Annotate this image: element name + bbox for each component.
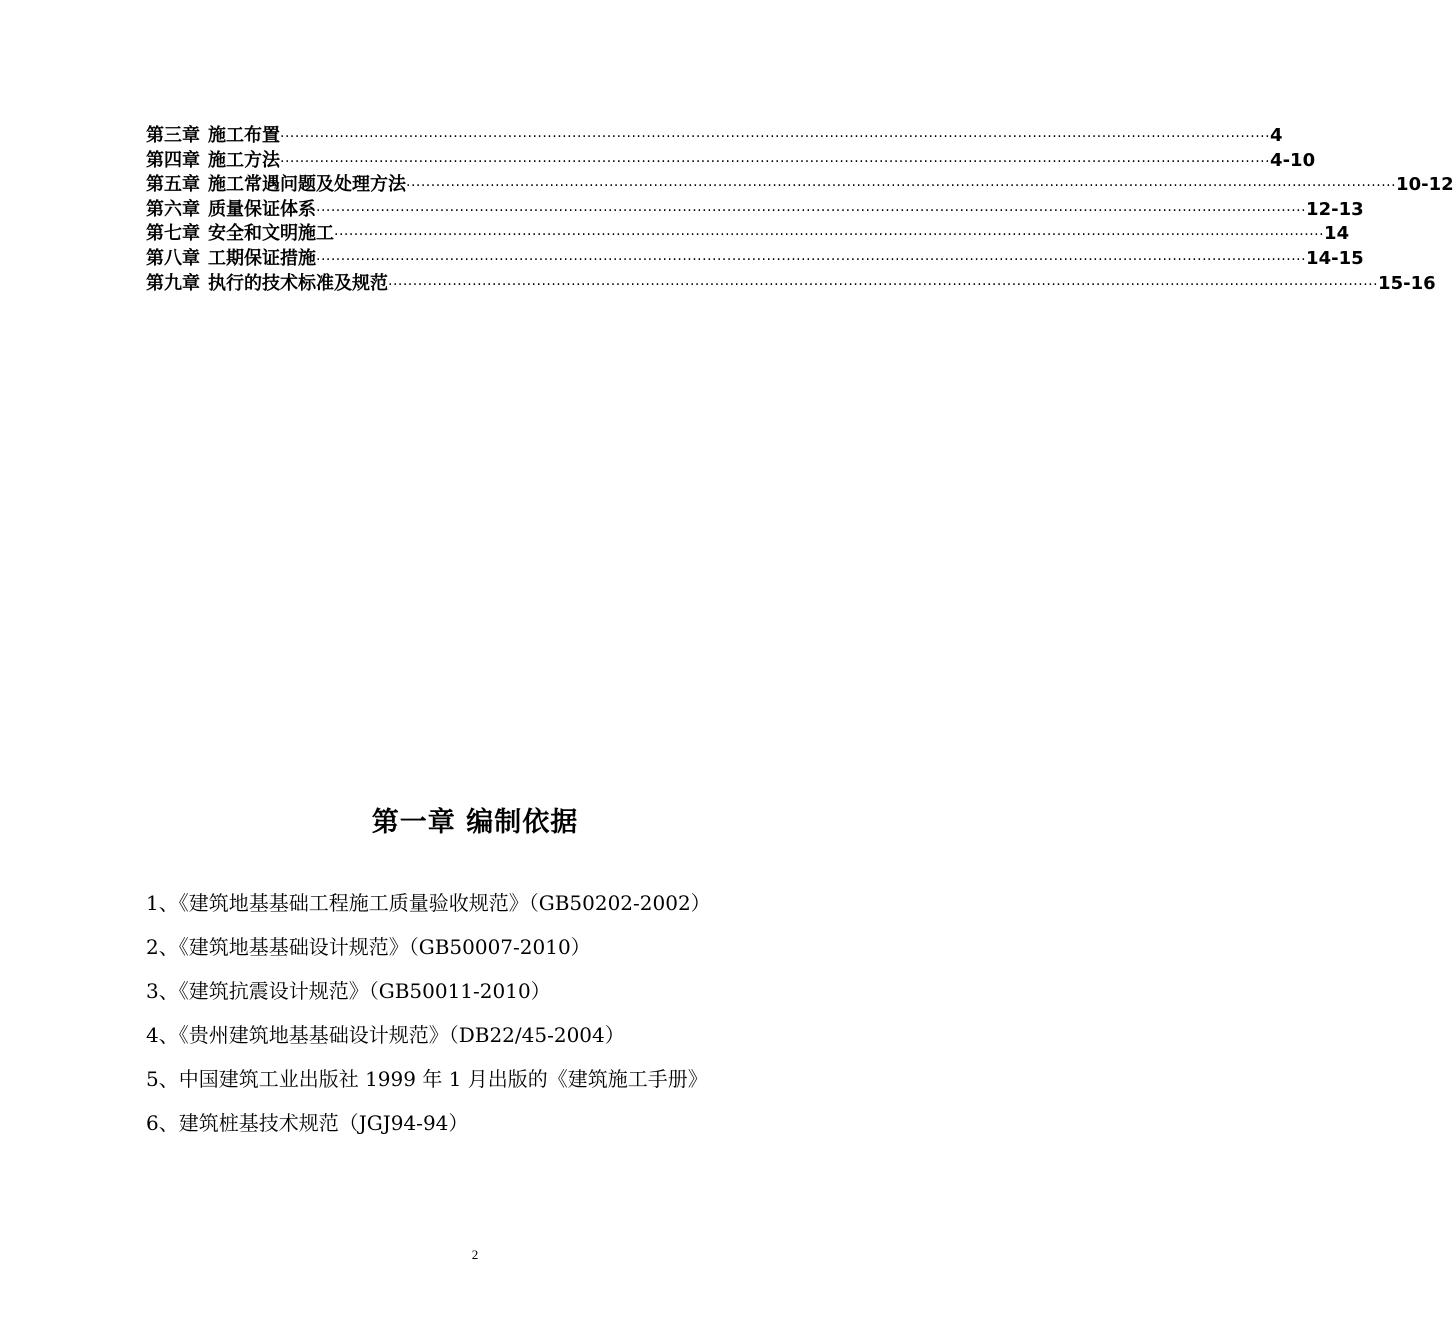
- toc-chapter: 第九章: [146, 272, 200, 294]
- toc-entry[interactable]: [146, 149, 1316, 174]
- toc-title: 施工方法: [208, 149, 280, 171]
- list-item: 5、中国建筑工业出版社 1999 年 1 月出版的《建筑施工手册》: [146, 1067, 708, 1091]
- toc-title: 施工布置: [208, 125, 280, 146]
- page-number: 2: [471, 1247, 479, 1262]
- toc-title: 工期保证措施: [208, 247, 316, 269]
- toc-title: 施工常遇问题及处理方法: [208, 174, 406, 196]
- toc-chapter: 第六章: [146, 198, 200, 220]
- chapter-heading: 第一章 编制依据: [371, 807, 579, 838]
- list-item: 1、《建筑地基基础工程施工质量验收规范》（GB50202-2002）: [146, 891, 711, 915]
- list-item: 6、建筑桩基技术规范（JGJ94-94）: [146, 1111, 469, 1135]
- toc-chapter: 第五章: [146, 174, 200, 196]
- toc-entry[interactable]: [146, 124, 1283, 149]
- toc-chapter: 第八章: [146, 247, 200, 269]
- toc-chapter: 第七章: [146, 223, 200, 245]
- toc-title: 质量保证体系: [208, 198, 316, 220]
- basis-list: [146, 888, 826, 1152]
- toc-title: 安全和文明施工: [208, 223, 334, 245]
- toc-leader-dots: ········································································································································································································: [280, 153, 1271, 170]
- toc-leader-dots: ········································································································································································································: [406, 178, 1397, 195]
- toc-title: 执行的技术标准及规范: [208, 272, 388, 294]
- toc-page: 14: [1324, 223, 1350, 245]
- toc-leader-dots: ········································································································································································································: [280, 129, 1271, 145]
- toc-page: 12-13: [1306, 198, 1364, 220]
- toc-entry[interactable]: [146, 247, 1364, 272]
- toc-entry[interactable]: [146, 272, 1436, 297]
- toc-leader-dots: ········································································································································································································: [316, 251, 1307, 268]
- list-item: 3、《建筑抗震设计规范》（GB50011-2010）: [146, 979, 551, 1003]
- toc-entry[interactable]: [146, 173, 1454, 198]
- toc-entry[interactable]: [146, 222, 1350, 247]
- list-item: 2、《建筑地基基础设计规范》（GB50007-2010）: [146, 935, 591, 959]
- toc-leader-dots: ········································································································································································································: [388, 276, 1379, 293]
- toc-page: 14-15: [1306, 247, 1364, 269]
- toc-page: 15-16: [1378, 272, 1436, 294]
- toc-page: 4-10: [1270, 149, 1316, 171]
- toc-leader-dots: ········································································································································································································: [334, 227, 1325, 244]
- toc-entry[interactable]: [146, 198, 1364, 223]
- toc-chapter: 第四章: [146, 149, 200, 171]
- list-item: 4、《贵州建筑地基基础设计规范》（DB22/45-2004）: [146, 1023, 625, 1047]
- toc-leader-dots: ········································································································································································································: [316, 202, 1307, 219]
- toc-page: 4: [1270, 125, 1283, 146]
- table-of-contents: [146, 124, 1454, 296]
- toc-page: 10-12: [1396, 174, 1454, 196]
- toc-chapter: 第三章: [146, 125, 200, 146]
